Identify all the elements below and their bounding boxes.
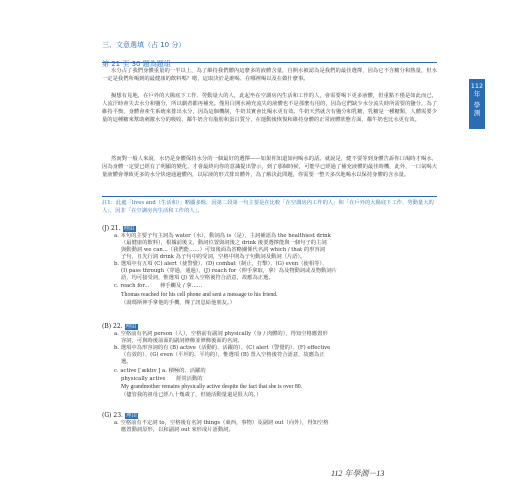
side-tab-year: 112 <box>470 82 484 90</box>
answer-23-line: a. 空格前有不定詞 to，空格後有名詞 things（東西，事物）及副詞 out（向外），得知空格 <box>114 420 329 426</box>
answer-22-tag: 理由 <box>125 324 137 330</box>
answer-21-tag: 理由 <box>123 226 135 232</box>
question-header <box>102 51 437 68</box>
answer-22-line: a. 空格前有名詞 person（人），空格前有副詞 physically（身 / 肉體的），得知空格應置形 <box>114 331 328 337</box>
note-divider <box>102 196 437 197</box>
answer-22-line: physically active 經常活動的 <box>121 376 203 382</box>
answer-21-line: a. 本句的主要子句主詞為 water（水），動詞為 is（是），主詞補語為 the healthiest drink <box>114 233 331 239</box>
answer-21-line: 與動動詞 we can...（我們能……）可知後面為省略關係代名詞 which / that 的形容詞 <box>121 247 326 253</box>
answer-23-tag: 理由 <box>125 413 137 419</box>
footnote: 註1：此處「lives and（生活和）」略顯多餘，因第二段第一句主要是在比較「在空調房內工作的人」和「在戶外的大陽底下工作、勞動量大的人」，因非「在空調房內生活和工作的人」。 <box>102 200 434 214</box>
answer-21-example: Thomas reached for his cell phone and sent a message to his friend. <box>121 292 278 298</box>
answer-21-label <box>102 224 136 232</box>
section-title: 三、文意選填（占 10 分） <box>102 41 186 49</box>
answer-21-line: b. 選項中有五項 (C) alert（使警覺）、(D) combat（制止，打擊）、(G) even（使相等）、 <box>114 261 328 267</box>
question-header-text: 第 21 至 30 題為題組 <box>102 60 171 68</box>
answer-22-example: My grandmother remains physically active despite the fact that she is over 80. <box>121 384 303 390</box>
side-tab-char: 年 <box>473 90 481 98</box>
answer-22-number: (B) 22. <box>102 323 123 330</box>
answer-21-translation: （湯瑪斯伸手拿他的手機，傳了訊息給他朋友。） <box>121 300 235 306</box>
answer-22-label <box>102 322 138 330</box>
passage-paragraph-3: 然而對一般人來說，水仍是身體保持水分的一個最好的選擇——如果你知道如何喝水的話。就說是，健不要等到身體告訴你口渴時才喝水，因為身體一定要已經有了明顯的變化，才會最終向你的意識提出警示，到了那個時候，可能早已經過了補充液體的最佳時機，此外，一口氣喝大量液體會導致更多的水分快速通過體內，以尿液的形式排出體外，為了解決此問題，你需要一整天多次地喝水以保持身體的含水量。 <box>102 156 437 179</box>
exam-page <box>88 32 448 472</box>
answer-22-line: 容詞，可與時後前面的副詞修飾並修飾後面的名詞。 <box>121 338 243 344</box>
answer-21-line: 子句，且先行詞 drink 為子句中的受詞，空格中則為子句動詞及動詞（片語）。 <box>121 254 306 260</box>
answer-22-line: 選。 <box>121 359 132 365</box>
side-tab-char: 學 <box>473 101 481 109</box>
answer-23-line: 應置動詞原形，以和副詞 out 來形成片語動詞。 <box>121 427 234 433</box>
answer-21-line: c. reach for... 伸手觸及 / 拿…… <box>114 283 203 289</box>
passage-paragraph-1: 水分占了我們身體重量的一半以上，為了維持我們體內這麼多的液體含量，自開水被認為是我們的最佳選擇，因為它不含糖分和熱量，但水一定是我們所喝到的最健康的飲料嗎？嗯，這取決於是誰喝、在哪裡喝以及在做什麼事。 <box>102 68 437 83</box>
answer-23-number: (G) 23. <box>102 412 123 419</box>
answer-23-label <box>102 411 138 419</box>
answer-21-line: （最健康的飲料），根據前後文，動詞位置與詞後之 drink 後要選擇能與一個句子的主詞 <box>121 240 327 246</box>
answer-22-translation: （儘管我的祖母已經八十幾歲了，但她活動量還是很大的。） <box>121 392 262 398</box>
answer-21-line: 語，均可接受詞，惟選項 (J) 置入空格後符合語意，故應為正選。 <box>121 275 274 281</box>
side-tab-char: 測 <box>473 109 481 117</box>
answer-22-line: （有效的）、(G) even（平坦的、平均的），惟選項 (B) 置入空格後符合語意，故應為正 <box>121 352 325 358</box>
answer-22-line: c. active [ˈæktɪv ] a. 積極的、活躍的 <box>114 368 206 374</box>
side-tab <box>469 79 485 129</box>
answer-22-line: b. 選項中為形容詞的有 (B) active（活動的、活躍的）、(C) alert（警覺的）、(F) effective <box>114 345 331 351</box>
page-footer: 112 年學測－13 <box>331 469 385 478</box>
passage-paragraph-2: 擬想有見地，在戶外的大陽底下工作、勞動量大的人，此起坐在空調房內生活和工作的人，會需要喝下更多液體，但重點不僅是如此而已，人流汗時會失去水分和鹽分，所以劇者都再補充。僅用白開水補充流失的液體也不是那麼有用的，因為它們缺少水分流失時所需要的鹽分，為了維持平衡，身體會產生系統來排出水分，因為這個機制，牛奶其實會比喝水更有效。牛奶天然就含有鹽分和乳糖，乳糖是一種糖類，人體需要少量的這種糖來幫助刺激水分的吸收，鄰牛奶含有脂肪和蛋白質分，在運動後恢復和維持身體的正常液體狀態方面，鄰牛奶也比水更有效。 <box>102 93 437 124</box>
answer-21-line: (I) pass through（穿過，通過），(J) reach for（伸手拿取，拿）為及物動詞或及物動詞片 <box>121 268 337 274</box>
answer-21-number: (J) 21. <box>102 225 121 232</box>
